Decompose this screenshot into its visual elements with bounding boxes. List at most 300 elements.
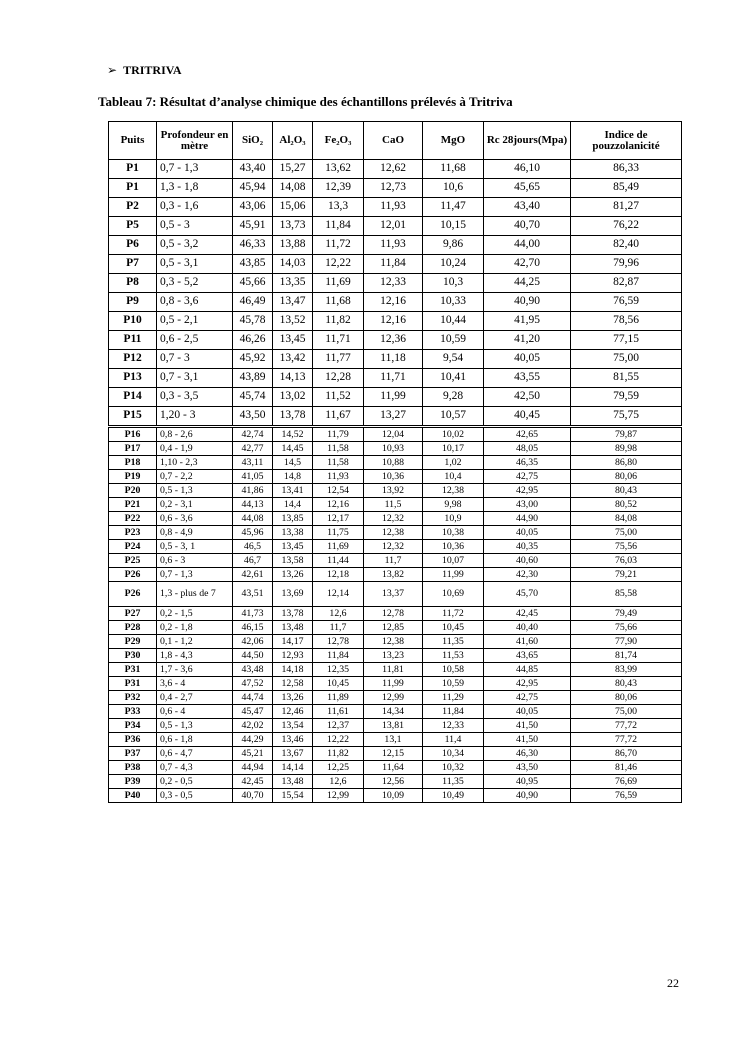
al2o3-cell: 13,26 (273, 568, 313, 582)
rc28-cell: 42,65 (484, 427, 571, 442)
table-row (109, 427, 682, 442)
cao-cell: 13,27 (364, 407, 423, 427)
depth-cell: 0,6 - 3 (157, 554, 233, 568)
table-row (109, 179, 682, 198)
mgo-cell: 10,44 (423, 312, 484, 331)
table-row (109, 691, 682, 705)
fe2o3-cell: 11,7 (313, 621, 364, 635)
table-row (109, 789, 682, 803)
pozzolanicity-cell: 81,27 (571, 198, 682, 217)
al2o3-cell: 13,48 (273, 621, 313, 635)
mgo-cell: 10,38 (423, 526, 484, 540)
depth-cell: 0,3 - 1,6 (157, 198, 233, 217)
rc28-cell: 42,75 (484, 691, 571, 705)
pozzolanicity-cell: 76,59 (571, 789, 682, 803)
table-row (109, 293, 682, 312)
sio2-cell: 44,08 (233, 512, 273, 526)
sio2-cell: 42,61 (233, 568, 273, 582)
mgo-cell: 10,49 (423, 789, 484, 803)
rc28-cell: 42,50 (484, 388, 571, 407)
sio2-cell: 45,96 (233, 526, 273, 540)
pozzolanicity-cell: 77,90 (571, 635, 682, 649)
pozzolanicity-cell: 78,56 (571, 312, 682, 331)
sio2-cell: 46,49 (233, 293, 273, 312)
cao-cell: 11,93 (364, 236, 423, 255)
pozzolanicity-cell: 84,08 (571, 512, 682, 526)
depth-cell: 1,3 - plus de 7 (157, 582, 233, 607)
cao-cell: 11,5 (364, 498, 423, 512)
depth-cell: 1,8 - 4,3 (157, 649, 233, 663)
fe2o3-cell: 12,54 (313, 484, 364, 498)
table-row (109, 160, 682, 179)
fe2o3-cell: 10,45 (313, 677, 364, 691)
al2o3-cell: 13,35 (273, 274, 313, 293)
fe2o3-cell: 11,75 (313, 526, 364, 540)
pozzolanicity-cell: 75,00 (571, 705, 682, 719)
pozzolanicity-cell: 76,22 (571, 217, 682, 236)
pozzolanicity-cell: 86,33 (571, 160, 682, 179)
puits-cell: P11 (109, 331, 157, 350)
depth-cell: 0,8 - 2,6 (157, 427, 233, 442)
rc28-cell: 41,50 (484, 733, 571, 747)
depth-cell: 0,6 - 2,5 (157, 331, 233, 350)
cao-cell: 12,85 (364, 621, 423, 635)
fe2o3-cell: 12,99 (313, 789, 364, 803)
rc28-cell: 42,45 (484, 607, 571, 621)
cao-cell: 11,71 (364, 369, 423, 388)
al2o3-cell: 13,47 (273, 293, 313, 312)
al2o3-cell: 13,45 (273, 331, 313, 350)
cao-cell: 10,93 (364, 442, 423, 456)
table-row (109, 350, 682, 369)
depth-cell: 0,5 - 1,3 (157, 719, 233, 733)
puits-cell: P31 (109, 677, 157, 691)
al2o3-cell: 13,48 (273, 775, 313, 789)
fe2o3-cell: 11,69 (313, 540, 364, 554)
puits-cell: P25 (109, 554, 157, 568)
al2o3-cell: 13,41 (273, 484, 313, 498)
table-row (109, 512, 682, 526)
sio2-cell: 44,50 (233, 649, 273, 663)
cao-cell: 12,36 (364, 331, 423, 350)
puits-cell: P9 (109, 293, 157, 312)
depth-cell: 0,7 - 1,3 (157, 568, 233, 582)
depth-cell: 0,7 - 4,3 (157, 761, 233, 775)
puits-cell: P2 (109, 198, 157, 217)
sio2-cell: 43,06 (233, 198, 273, 217)
depth-cell: 0,5 - 3,1 (157, 255, 233, 274)
table-row (109, 540, 682, 554)
depth-cell: 0,4 - 1,9 (157, 442, 233, 456)
sio2-cell: 44,13 (233, 498, 273, 512)
fe2o3-cell: 11,71 (313, 331, 364, 350)
puits-cell: P30 (109, 649, 157, 663)
cao-cell: 12,33 (364, 274, 423, 293)
mgo-cell: 10,58 (423, 663, 484, 677)
header-puits: Puits (109, 122, 157, 160)
depth-cell: 0,7 - 1,3 (157, 160, 233, 179)
pozzolanicity-cell: 75,75 (571, 407, 682, 427)
depth-cell: 0,6 - 4 (157, 705, 233, 719)
rc28-cell: 43,00 (484, 498, 571, 512)
table-caption: Tableau 7: Résultat d’analyse chimique des échantillons prélevés à Tritriva (98, 94, 513, 109)
mgo-cell: 10,41 (423, 369, 484, 388)
sio2-cell: 46,15 (233, 621, 273, 635)
mgo-cell: 9,98 (423, 498, 484, 512)
al2o3-cell: 15,54 (273, 789, 313, 803)
sio2-cell: 45,47 (233, 705, 273, 719)
mgo-cell: 10,59 (423, 331, 484, 350)
cao-cell: 10,88 (364, 456, 423, 470)
puits-cell: P26 (109, 582, 157, 607)
puits-cell: P26 (109, 568, 157, 582)
depth-cell: 0,2 - 1,5 (157, 607, 233, 621)
puits-cell: P5 (109, 217, 157, 236)
fe2o3-cell: 12,39 (313, 179, 364, 198)
mgo-cell: 11,68 (423, 160, 484, 179)
section-title: TRITRIVA (123, 63, 182, 77)
pozzolanicity-cell: 81,46 (571, 761, 682, 775)
cao-cell: 12,38 (364, 526, 423, 540)
page-number: 22 (667, 976, 679, 990)
rc28-cell: 40,95 (484, 775, 571, 789)
puits-cell: P22 (109, 512, 157, 526)
sio2-cell: 43,89 (233, 369, 273, 388)
cao-cell: 14,34 (364, 705, 423, 719)
al2o3-cell: 13,46 (273, 733, 313, 747)
header-pozzolanicity: Indice de pouzzolanicité (571, 122, 682, 160)
pozzolanicity-cell: 79,59 (571, 388, 682, 407)
depth-cell: 1,7 - 3,6 (157, 663, 233, 677)
header-profondeur: Profondeur en mètre (157, 122, 233, 160)
depth-cell: 0,5 - 3 (157, 217, 233, 236)
sio2-cell: 44,94 (233, 761, 273, 775)
fe2o3-cell: 11,69 (313, 274, 364, 293)
pozzolanicity-cell: 75,66 (571, 621, 682, 635)
pozzolanicity-cell: 85,58 (571, 582, 682, 607)
fe2o3-cell: 11,84 (313, 649, 364, 663)
cao-cell: 11,84 (364, 255, 423, 274)
mgo-cell: 10,9 (423, 512, 484, 526)
depth-cell: 0,8 - 3,6 (157, 293, 233, 312)
cao-cell: 13,92 (364, 484, 423, 498)
puits-cell: P19 (109, 470, 157, 484)
rc28-cell: 44,25 (484, 274, 571, 293)
table-row (109, 331, 682, 350)
puits-cell: P29 (109, 635, 157, 649)
al2o3-cell: 12,93 (273, 649, 313, 663)
rc28-cell: 42,95 (484, 484, 571, 498)
pozzolanicity-cell: 81,55 (571, 369, 682, 388)
table-row (109, 568, 682, 582)
depth-cell: 3,6 - 4 (157, 677, 233, 691)
table-row (109, 456, 682, 470)
puits-cell: P27 (109, 607, 157, 621)
depth-cell: 0,3 - 0,5 (157, 789, 233, 803)
cao-cell: 10,36 (364, 470, 423, 484)
sio2-cell: 46,5 (233, 540, 273, 554)
cao-cell: 12,32 (364, 512, 423, 526)
chemical-analysis-table (108, 121, 682, 803)
cao-cell: 10,09 (364, 789, 423, 803)
al2o3-cell: 13,42 (273, 350, 313, 369)
header-sio2: SiO₂ (233, 122, 273, 160)
al2o3-cell: 13,78 (273, 607, 313, 621)
rc28-cell: 41,95 (484, 312, 571, 331)
puits-cell: P37 (109, 747, 157, 761)
rc28-cell: 40,90 (484, 789, 571, 803)
mgo-cell: 12,38 (423, 484, 484, 498)
table-row (109, 677, 682, 691)
mgo-cell: 11,47 (423, 198, 484, 217)
sio2-cell: 42,74 (233, 427, 273, 442)
rc28-cell: 44,00 (484, 236, 571, 255)
table-row (109, 775, 682, 789)
al2o3-cell: 13,58 (273, 554, 313, 568)
al2o3-cell: 14,03 (273, 255, 313, 274)
puits-cell: P15 (109, 407, 157, 427)
depth-cell: 0,5 - 2,1 (157, 312, 233, 331)
puits-cell: P7 (109, 255, 157, 274)
puits-cell: P14 (109, 388, 157, 407)
mgo-cell: 10,34 (423, 747, 484, 761)
al2o3-cell: 14,14 (273, 761, 313, 775)
sio2-cell: 43,11 (233, 456, 273, 470)
pozzolanicity-cell: 75,56 (571, 540, 682, 554)
pozzolanicity-cell: 75,00 (571, 350, 682, 369)
sio2-cell: 43,85 (233, 255, 273, 274)
table-row (109, 217, 682, 236)
al2o3-cell: 12,46 (273, 705, 313, 719)
depth-cell: 0,2 - 3,1 (157, 498, 233, 512)
header-mgo: MgO (423, 122, 484, 160)
puits-cell: P38 (109, 761, 157, 775)
mgo-cell: 10,69 (423, 582, 484, 607)
pozzolanicity-cell: 80,06 (571, 470, 682, 484)
fe2o3-cell: 11,77 (313, 350, 364, 369)
al2o3-cell: 14,08 (273, 179, 313, 198)
mgo-cell: 12,33 (423, 719, 484, 733)
al2o3-cell: 14,4 (273, 498, 313, 512)
rc28-cell: 40,05 (484, 350, 571, 369)
puits-cell: P40 (109, 789, 157, 803)
cao-cell: 11,64 (364, 761, 423, 775)
pozzolanicity-cell: 79,87 (571, 427, 682, 442)
rc28-cell: 46,35 (484, 456, 571, 470)
mgo-cell: 11,99 (423, 568, 484, 582)
puits-cell: P21 (109, 498, 157, 512)
cao-cell: 12,99 (364, 691, 423, 705)
rc28-cell: 42,95 (484, 677, 571, 691)
table-row (109, 747, 682, 761)
cao-cell: 12,15 (364, 747, 423, 761)
fe2o3-cell: 11,44 (313, 554, 364, 568)
cao-cell: 12,56 (364, 775, 423, 789)
rc28-cell: 41,50 (484, 719, 571, 733)
depth-cell: 0,8 - 4,9 (157, 526, 233, 540)
mgo-cell: 10,6 (423, 179, 484, 198)
fe2o3-cell: 12,37 (313, 719, 364, 733)
fe2o3-cell: 11,61 (313, 705, 364, 719)
depth-cell: 0,5 - 3, 1 (157, 540, 233, 554)
rc28-cell: 43,50 (484, 761, 571, 775)
fe2o3-cell: 12,16 (313, 498, 364, 512)
cao-cell: 12,01 (364, 217, 423, 236)
sio2-cell: 46,26 (233, 331, 273, 350)
rc28-cell: 46,30 (484, 747, 571, 761)
cao-cell: 11,18 (364, 350, 423, 369)
depth-cell: 0,2 - 1,8 (157, 621, 233, 635)
rc28-cell: 42,75 (484, 470, 571, 484)
table-row (109, 484, 682, 498)
mgo-cell: 10,07 (423, 554, 484, 568)
al2o3-cell: 15,06 (273, 198, 313, 217)
puits-cell: P36 (109, 733, 157, 747)
table-row (109, 761, 682, 775)
cao-cell: 12,78 (364, 607, 423, 621)
cao-cell: 11,93 (364, 198, 423, 217)
mgo-cell: 1,02 (423, 456, 484, 470)
depth-cell: 0,7 - 3 (157, 350, 233, 369)
al2o3-cell: 13,69 (273, 582, 313, 607)
pozzolanicity-cell: 80,43 (571, 484, 682, 498)
table-header-row (109, 122, 682, 160)
rc28-cell: 40,70 (484, 217, 571, 236)
al2o3-cell: 14,13 (273, 369, 313, 388)
fe2o3-cell: 12,28 (313, 369, 364, 388)
cao-cell: 13,37 (364, 582, 423, 607)
al2o3-cell: 12,58 (273, 677, 313, 691)
mgo-cell: 10,57 (423, 407, 484, 427)
fe2o3-cell: 11,58 (313, 442, 364, 456)
cao-cell: 13,23 (364, 649, 423, 663)
fe2o3-cell: 12,14 (313, 582, 364, 607)
al2o3-cell: 14,45 (273, 442, 313, 456)
mgo-cell: 10,59 (423, 677, 484, 691)
puits-cell: P1 (109, 160, 157, 179)
cao-cell: 11,81 (364, 663, 423, 677)
al2o3-cell: 14,8 (273, 470, 313, 484)
sio2-cell: 46,33 (233, 236, 273, 255)
cao-cell: 13,81 (364, 719, 423, 733)
puits-cell: P24 (109, 540, 157, 554)
puits-cell: P17 (109, 442, 157, 456)
puits-cell: P18 (109, 456, 157, 470)
table-row (109, 369, 682, 388)
fe2o3-cell: 11,67 (313, 407, 364, 427)
rc28-cell: 40,05 (484, 705, 571, 719)
rc28-cell: 46,10 (484, 160, 571, 179)
al2o3-cell: 13,88 (273, 236, 313, 255)
al2o3-cell: 15,27 (273, 160, 313, 179)
fe2o3-cell: 12,6 (313, 775, 364, 789)
fe2o3-cell: 11,84 (313, 217, 364, 236)
rc28-cell: 40,05 (484, 526, 571, 540)
pozzolanicity-cell: 86,80 (571, 456, 682, 470)
table-row (109, 407, 682, 427)
rc28-cell: 41,60 (484, 635, 571, 649)
cao-cell: 11,7 (364, 554, 423, 568)
pozzolanicity-cell: 83,99 (571, 663, 682, 677)
depth-cell: 0,6 - 3,6 (157, 512, 233, 526)
table-row (109, 470, 682, 484)
rc28-cell: 48,05 (484, 442, 571, 456)
depth-cell: 1,10 - 2,3 (157, 456, 233, 470)
pozzolanicity-cell: 76,59 (571, 293, 682, 312)
al2o3-cell: 13,38 (273, 526, 313, 540)
rc28-cell: 40,90 (484, 293, 571, 312)
al2o3-cell: 14,17 (273, 635, 313, 649)
al2o3-cell: 13,02 (273, 388, 313, 407)
puits-cell: P31 (109, 663, 157, 677)
table-row (109, 582, 682, 607)
depth-cell: 0,7 - 3,1 (157, 369, 233, 388)
cao-cell: 13,1 (364, 733, 423, 747)
puits-cell: P8 (109, 274, 157, 293)
table-row (109, 621, 682, 635)
arrow-bullet-icon: ➢ (107, 63, 118, 77)
puits-cell: P39 (109, 775, 157, 789)
mgo-cell: 11,35 (423, 635, 484, 649)
table-row (109, 442, 682, 456)
puits-cell: P28 (109, 621, 157, 635)
mgo-cell: 11,53 (423, 649, 484, 663)
table-row (109, 388, 682, 407)
sio2-cell: 45,21 (233, 747, 273, 761)
fe2o3-cell: 13,3 (313, 198, 364, 217)
depth-cell: 0,5 - 3,2 (157, 236, 233, 255)
sio2-cell: 42,77 (233, 442, 273, 456)
al2o3-cell: 13,73 (273, 217, 313, 236)
puits-cell: P20 (109, 484, 157, 498)
mgo-cell: 9,86 (423, 236, 484, 255)
table-row (109, 198, 682, 217)
pozzolanicity-cell: 77,72 (571, 733, 682, 747)
depth-cell: 0,6 - 4,7 (157, 747, 233, 761)
sio2-cell: 44,74 (233, 691, 273, 705)
pozzolanicity-cell: 76,69 (571, 775, 682, 789)
rc28-cell: 40,40 (484, 621, 571, 635)
sio2-cell: 42,02 (233, 719, 273, 733)
fe2o3-cell: 12,6 (313, 607, 364, 621)
section-heading (107, 63, 182, 78)
sio2-cell: 45,74 (233, 388, 273, 407)
pozzolanicity-cell: 81,74 (571, 649, 682, 663)
sio2-cell: 41,05 (233, 470, 273, 484)
mgo-cell: 11,29 (423, 691, 484, 705)
pozzolanicity-cell: 86,70 (571, 747, 682, 761)
fe2o3-cell: 13,62 (313, 160, 364, 179)
al2o3-cell: 13,45 (273, 540, 313, 554)
puits-cell: P6 (109, 236, 157, 255)
pozzolanicity-cell: 82,87 (571, 274, 682, 293)
pozzolanicity-cell: 76,03 (571, 554, 682, 568)
mgo-cell: 10,36 (423, 540, 484, 554)
depth-cell: 1,3 - 1,8 (157, 179, 233, 198)
depth-cell: 1,20 - 3 (157, 407, 233, 427)
sio2-cell: 45,91 (233, 217, 273, 236)
depth-cell: 0,2 - 0,5 (157, 775, 233, 789)
fe2o3-cell: 12,25 (313, 761, 364, 775)
fe2o3-cell: 11,89 (313, 691, 364, 705)
table-row (109, 635, 682, 649)
header-fe2o3: Fe₂O₃ (313, 122, 364, 160)
table-row (109, 236, 682, 255)
rc28-cell: 40,45 (484, 407, 571, 427)
pozzolanicity-cell: 82,40 (571, 236, 682, 255)
al2o3-cell: 14,52 (273, 427, 313, 442)
table-row (109, 607, 682, 621)
